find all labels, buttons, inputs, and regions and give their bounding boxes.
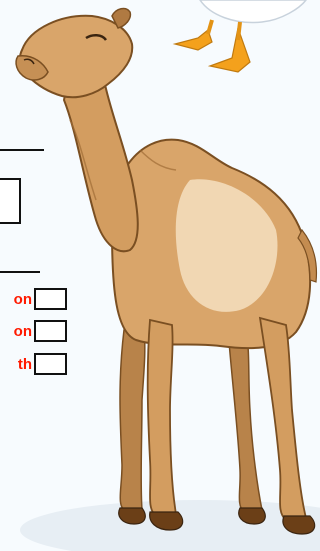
option-checkbox[interactable] bbox=[34, 320, 67, 342]
option-checkbox[interactable] bbox=[34, 288, 67, 310]
camel-illustration bbox=[13, 9, 316, 534]
option-label: on bbox=[13, 322, 32, 340]
text-input[interactable] bbox=[0, 178, 21, 224]
divider-line-top bbox=[0, 149, 44, 151]
option-row-3 bbox=[0, 353, 67, 375]
divider-line-bottom bbox=[0, 271, 40, 273]
option-label: th bbox=[17, 355, 32, 373]
option-row-1 bbox=[0, 288, 67, 310]
option-row-2 bbox=[0, 320, 67, 342]
option-checkbox[interactable] bbox=[34, 353, 67, 375]
duck-illustration bbox=[175, 0, 306, 72]
option-label: on bbox=[13, 290, 32, 308]
